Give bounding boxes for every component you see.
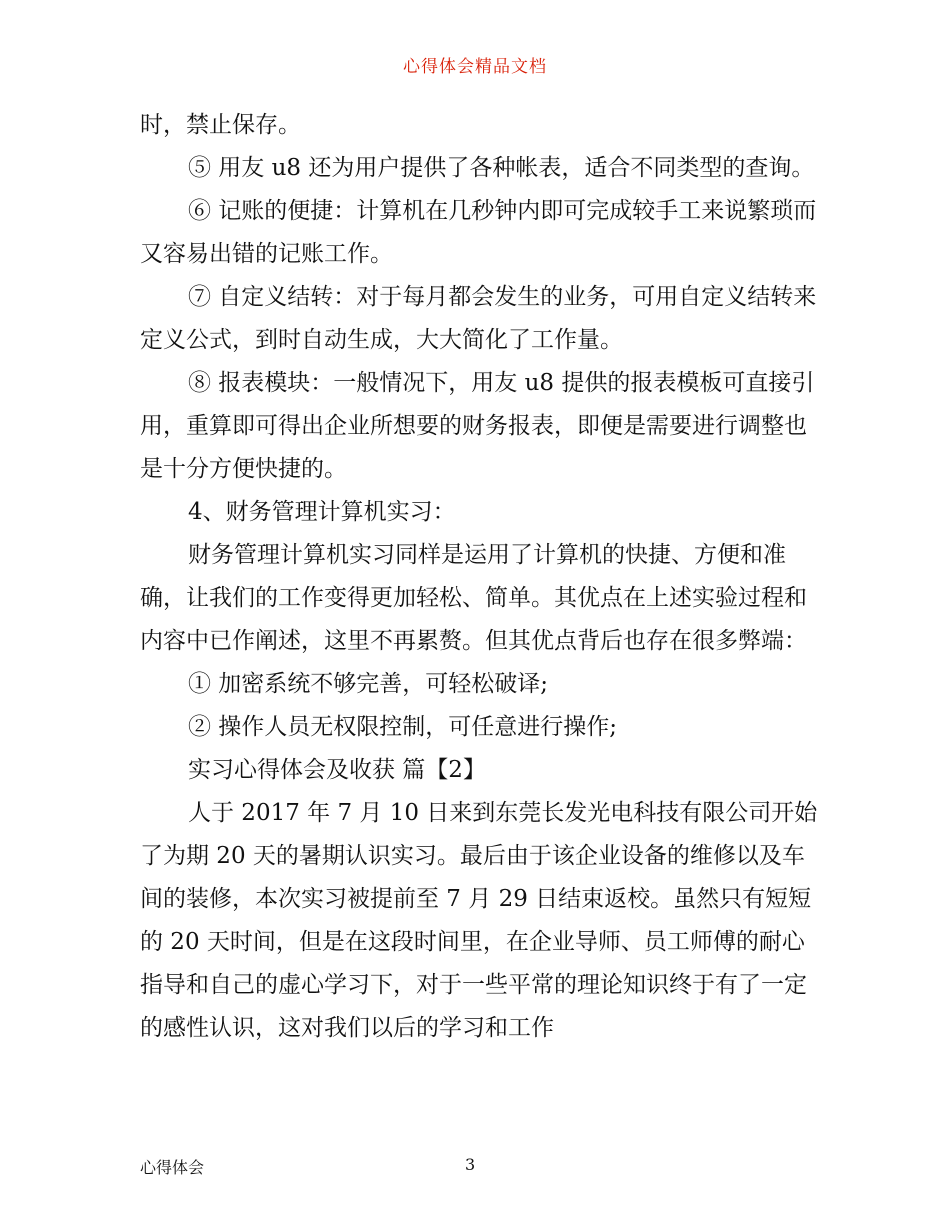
page-number: 3 [465,1155,476,1174]
footer-label: 心得体会 [140,1158,205,1177]
document-body [140,104,820,1050]
paragraph: ⑤ 用友 u8 还为用户提供了各种帐表，适合不同类型的查询。 [188,155,815,181]
article-heading: 实习心得体会及收获 篇【2】 [188,757,486,783]
paragraph: ① 加密系统不够完善，可轻松破译; [188,671,549,697]
section-heading: 4、财务管理计算机实习： [188,499,456,525]
paragraph: 人于 2017 年 7 月 10 日来到东莞长发光电科技有限公司开始了为期 20 天的暑期认识实习。最后由于该企业设备的维修以及车间的装修，本次实习被提前至 7 月 29 日结束返校。虽然只有短短的 20 天时间，但是在这段时间里，在企业导师、员工师傅的耐心指导和自己的虚心学习下，对于一些平常的理论知识终于有了一定的感性认识，这对我们以后的学习和工作 [140,800,818,1041]
paragraph: 时，禁止保存。 [140,112,301,138]
paragraph: ⑦ 自定义结转：对于每月都会发生的业务，可用自定义结转来定义公式，到时自动生成，大大简化了工作量。 [140,284,817,353]
paragraph: 财务管理计算机实习同样是运用了计算机的快捷、方便和准确，让我们的工作变得更加轻松、简单。其优点在上述实验过程和内容中已作阐述，这里不再累赘。但其优点背后也存在很多弊端： [140,542,807,654]
paragraph: ⑥ 记账的便捷：计算机在几秒钟内即可完成较手工来说繁琐而又容易出错的记账工作。 [140,198,817,267]
paragraph: ② 操作人员无权限控制，可任意进行操作; [188,714,618,740]
paragraph: ⑧ 报表模块：一般情况下，用友 u8 提供的报表模板可直接引用，重算即可得出企业所想要的财务报表，即便是需要进行调整也是十分方便快捷的。 [140,370,815,482]
page-header-title: 心得体会精品文档 [403,57,547,77]
